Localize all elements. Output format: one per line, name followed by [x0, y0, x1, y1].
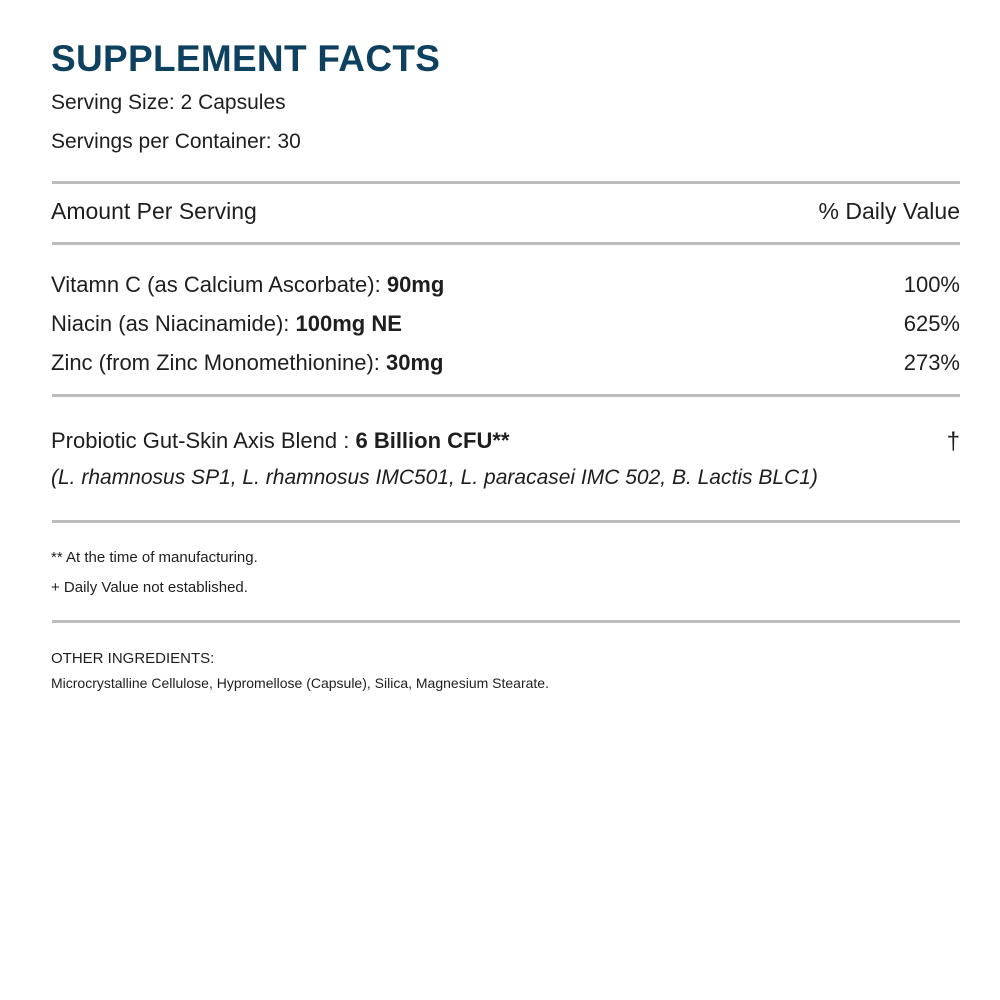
- divider: [52, 394, 960, 397]
- probiotic-blend-row: [51, 428, 960, 458]
- dagger-symbol: †: [946, 428, 960, 455]
- other-ingredients-heading: OTHER INGREDIENTS:: [51, 650, 215, 667]
- blend-label: [51, 428, 509, 454]
- divider: [52, 620, 960, 623]
- amount-per-serving-header: Amount Per Serving: [51, 198, 257, 224]
- nutrient-row-niacin: [51, 311, 960, 341]
- nutrient-name: Zinc (from Zinc Monomethionine):: [51, 350, 386, 375]
- footnote-daily-value: + Daily Value not established.: [51, 579, 248, 596]
- probiotic-strains: (L. rhamnosus SP1, L. rhamnosus IMC501, L. paracasei IMC 502, B. Lactis BLC1): [51, 466, 818, 489]
- nutrient-label: [51, 272, 444, 298]
- footnote-manufacturing: ** At the time of manufacturing.: [51, 549, 258, 566]
- divider: [52, 520, 960, 523]
- blend-amount: 6 Billion CFU**: [355, 428, 510, 453]
- nutrient-amount: 90mg: [386, 272, 445, 297]
- servings-per-container: Servings per Container: 30: [51, 130, 301, 153]
- nutrient-name: Niacin (as Niacinamide):: [51, 311, 296, 336]
- nutrient-label: [51, 350, 443, 376]
- nutrient-amount: 30mg: [386, 350, 444, 375]
- page-title: SUPPLEMENT FACTS: [51, 38, 441, 79]
- divider: [52, 181, 960, 184]
- other-ingredients-text: Microcrystalline Cellulose, Hypromellose (Capsule), Silica, Magnesium Stearate.: [51, 675, 549, 691]
- nutrient-row-vitamin-c: [51, 272, 960, 302]
- blend-name: Probiotic Gut-Skin Axis Blend :: [51, 428, 356, 453]
- nutrient-amount: 100mg NE: [295, 311, 402, 336]
- nutrient-label: [51, 311, 402, 337]
- divider: [52, 242, 960, 245]
- nutrient-daily-value: 625%: [903, 311, 960, 336]
- nutrient-daily-value: 100%: [903, 272, 960, 297]
- daily-value-header: % Daily Value: [818, 198, 960, 224]
- nutrient-name: Vitamn C (as Calcium Ascorbate):: [51, 272, 387, 297]
- serving-size: Serving Size: 2 Capsules: [51, 91, 286, 114]
- nutrient-daily-value: 273%: [903, 350, 960, 375]
- nutrient-row-zinc: [51, 350, 960, 380]
